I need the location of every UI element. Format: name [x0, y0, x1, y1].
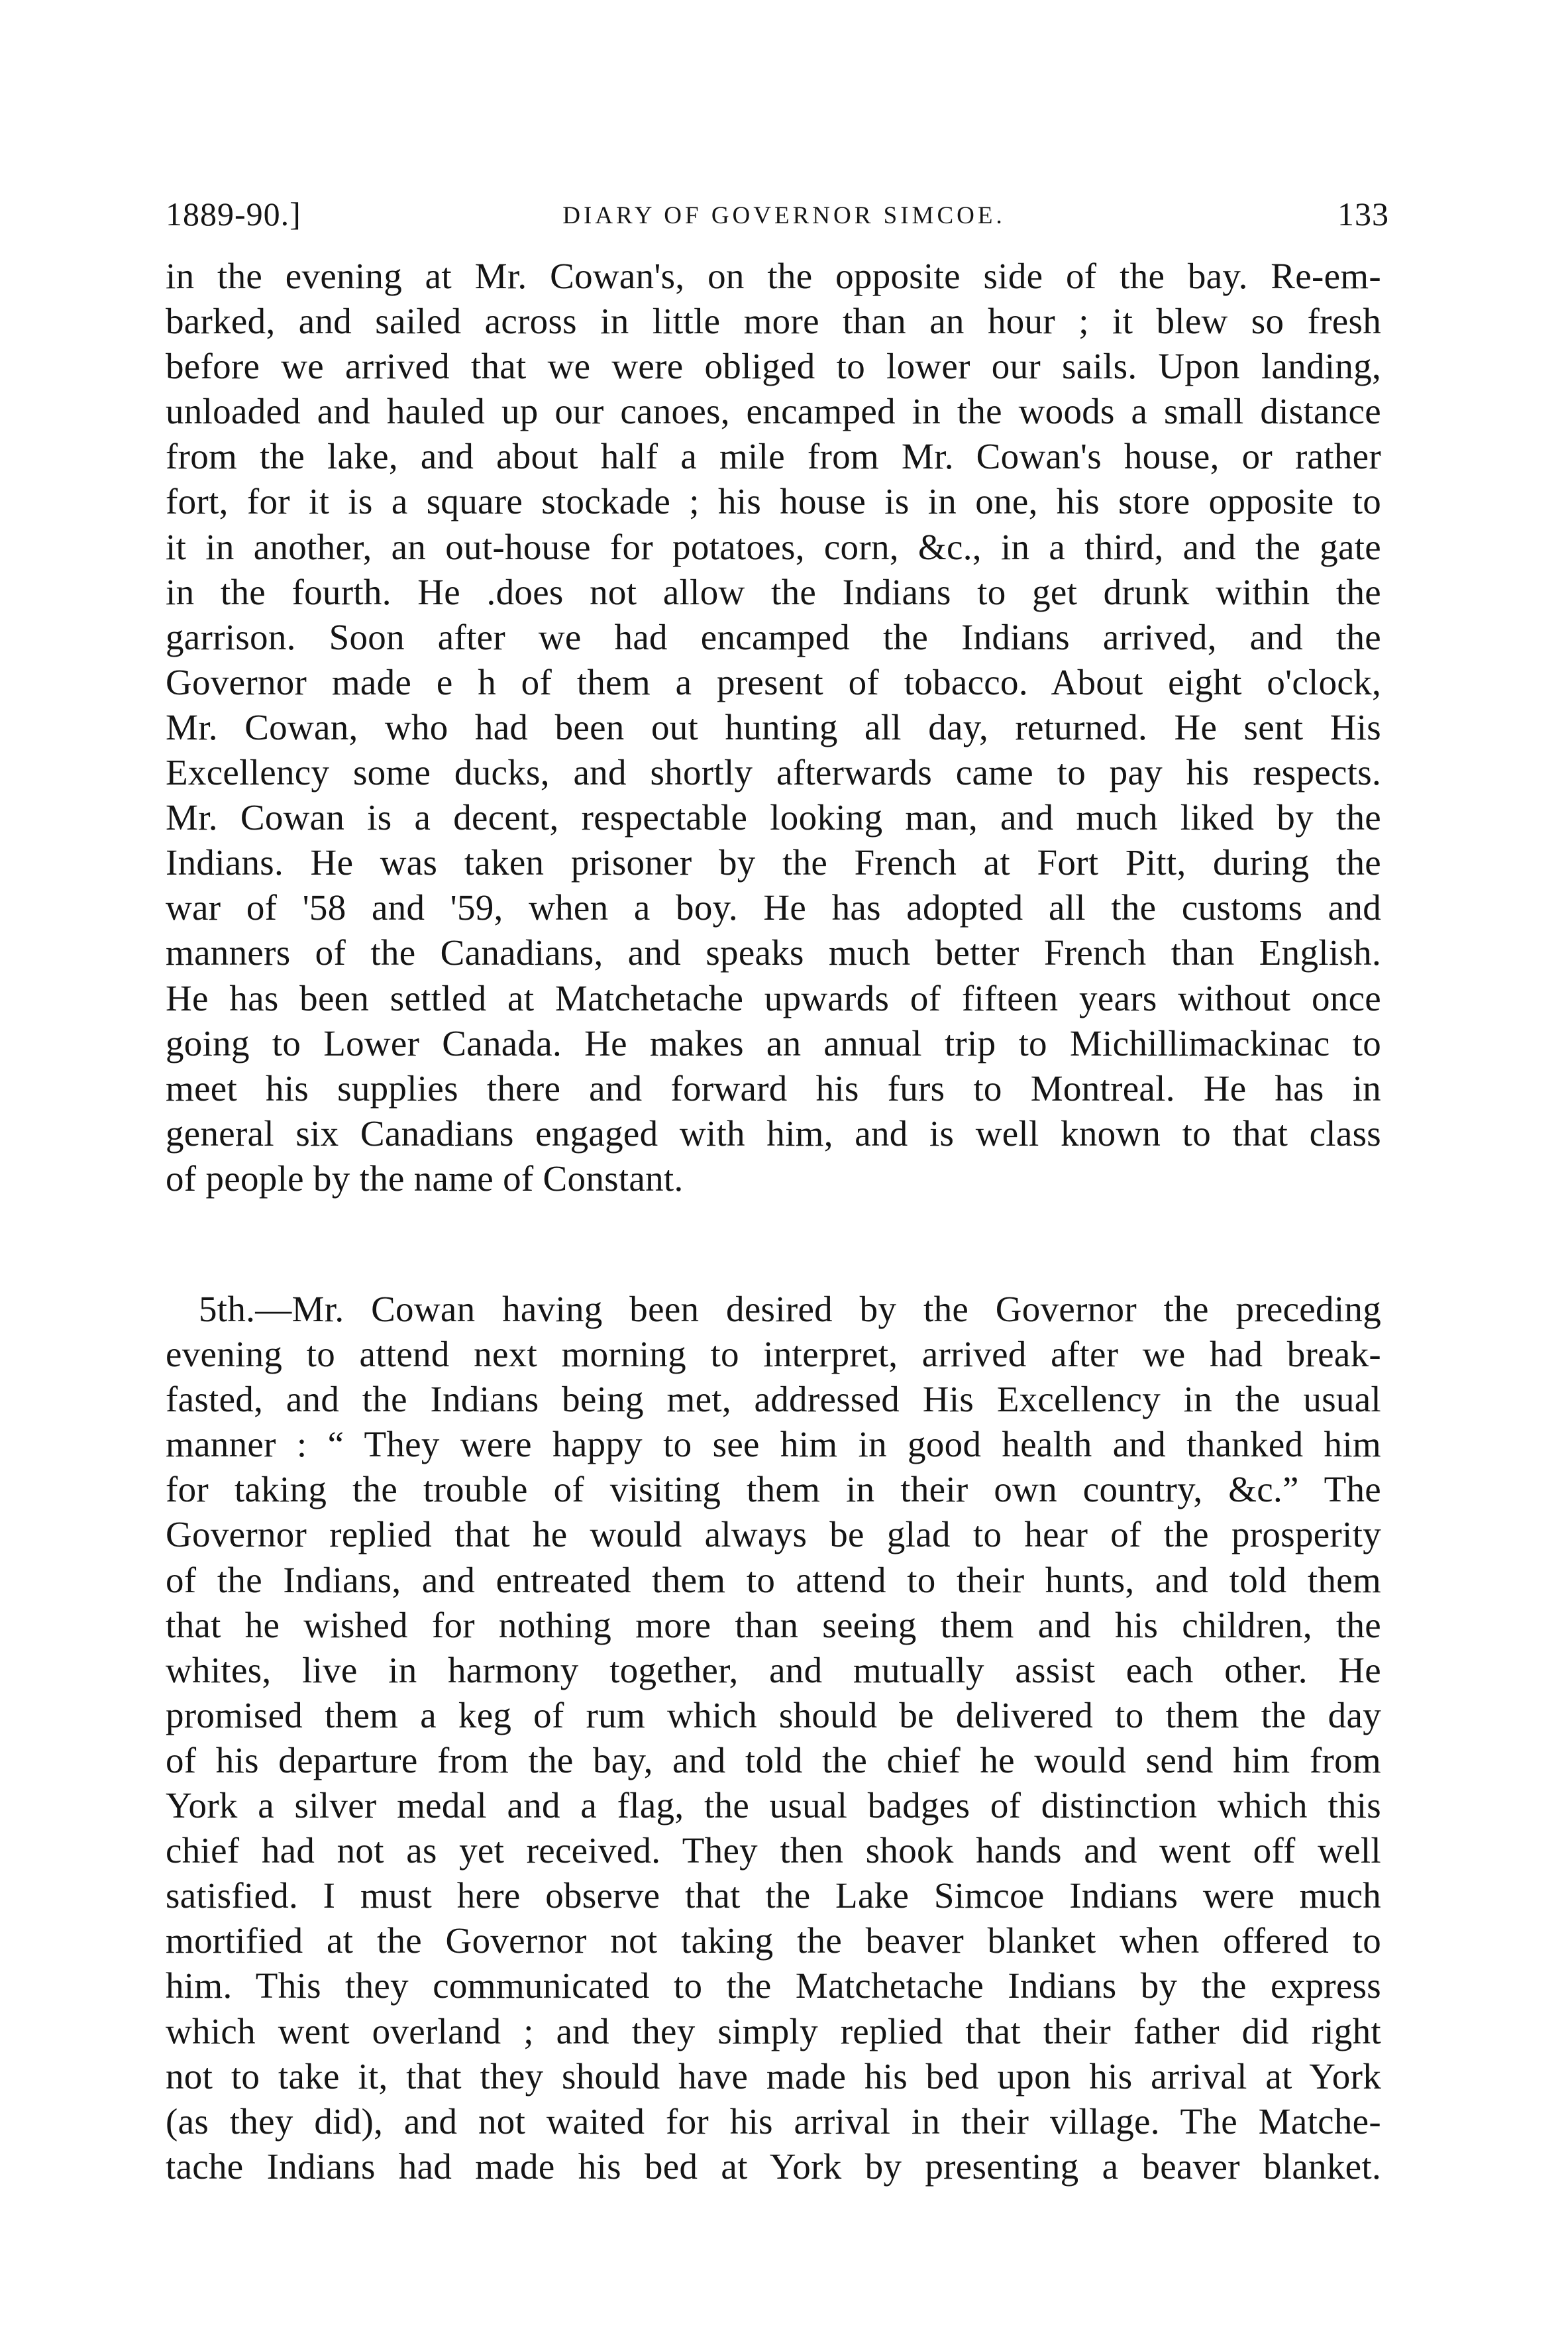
text-line: manners of the Canadians, and speaks much better French than English. [166, 932, 1381, 973]
text-line: which went overland ; and they simply replied that their father did right [166, 2010, 1381, 2051]
text-line: manner : “ They were happy to see him in good health and thanked him [166, 1424, 1381, 1465]
text-line: of people by the name of Constant. [166, 1158, 684, 1199]
text-line: Indians. He was taken prisoner by the French at Fort Pitt, during the [166, 842, 1381, 883]
text-line: 5th.—Mr. Cowan having been desired by the Governor the preceding [199, 1289, 1381, 1329]
text-line: general six Canadians engaged with him, and is well known to that class [166, 1113, 1381, 1154]
text-line: promised them a keg of rum which should be delivered to them the day [166, 1694, 1381, 1735]
text-line: in the fourth. He .does not allow the Indians to get drunk within the [166, 571, 1381, 612]
volume-year: 1889-90.] [166, 195, 301, 233]
text-line: mortified at the Governor not taking the beaver blanket when offered to [166, 1920, 1381, 1961]
paragraph-cowan-visit [166, 254, 1381, 1201]
text-line: chief had not as yet received. They then shook hands and went off well [166, 1830, 1381, 1871]
text-line: war of '58 and '59, when a boy. He has adopted all the customs and [166, 887, 1381, 928]
text-line: for taking the trouble of visiting them in their own country, &c.” The [166, 1469, 1381, 1510]
text-line: meet his supplies there and forward his furs to Montreal. He has in [166, 1067, 1381, 1109]
page-number: 133 [1337, 195, 1389, 233]
text-line: going to Lower Canada. He makes an annual trip to Michillimackinac to [166, 1022, 1381, 1063]
text-line: Mr. Cowan is a decent, respectable looking man, and much liked by the [166, 797, 1381, 838]
text-line: (as they did), and not waited for his arrival in their village. The Matche- [166, 2100, 1381, 2142]
text-line: barked, and sailed across in little more than an hour ; it blew so fresh [166, 301, 1381, 342]
text-line: Excellency some ducks, and shortly afterwards came to pay his respects. [166, 752, 1381, 793]
text-line: it in another, an out-house for potatoes, corn, &c., in a third, and the gate [166, 526, 1381, 567]
text-line: York a silver medal and a flag, the usual badges of distinction which this [166, 1785, 1381, 1826]
text-line: not to take it, that they should have made his bed upon his arrival at York [166, 2055, 1381, 2096]
text-line: fasted, and the Indians being met, addressed His Excellency in the usual [166, 1379, 1381, 1420]
text-line: Governor made e h of them a present of tobacco. About eight o'clock, [166, 661, 1381, 702]
text-line: before we arrived that we were obliged to lower our sails. Upon landing, [166, 346, 1381, 387]
text-line: that he wished for nothing more than seeing them and his children, the [166, 1604, 1381, 1645]
running-head [166, 195, 1389, 241]
text-line: Governor replied that he would always be glad to hear of the prosperity [166, 1514, 1381, 1555]
text-line: of the Indians, and entreated them to attend to their hunts, and told them [166, 1559, 1381, 1600]
text-line: satisfied. I must here observe that the Lake Simcoe Indians were much [166, 1875, 1381, 1916]
paragraph-fifth-day [166, 1287, 1381, 2189]
text-line: fort, for it is a square stockade ; his house is in one, his store opposite to [166, 481, 1381, 522]
text-line: from the lake, and about half a mile from Mr. Cowan's house, or rather [166, 436, 1381, 477]
text-line: unloaded and hauled up our canoes, encamped in the woods a small distance [166, 391, 1381, 432]
text-line: evening to attend next morning to interpret, arrived after we had break- [166, 1334, 1381, 1375]
text-line: Mr. Cowan, who had been out hunting all day, returned. He sent His [166, 706, 1381, 747]
text-line: whites, live in harmony together, and mutually assist each other. He [166, 1649, 1381, 1690]
text-line: tache Indians had made his bed at York by presenting a beaver blanket. [166, 2146, 1381, 2187]
text-line: in the evening at Mr. Cowan's, on the opposite side of the bay. Re-em- [166, 256, 1381, 296]
text-line: garrison. Soon after we had encamped the Indians arrived, and the [166, 616, 1381, 657]
text-line: He has been settled at Matchetache upwards of fifteen years without once [166, 977, 1381, 1018]
text-line: of his departure from the bay, and told the chief he would send him from [166, 1739, 1381, 1780]
running-title: DIARY OF GOVERNOR SIMCOE. [562, 202, 1006, 229]
text-line: him. This they communicated to the Matchetache Indians by the express [166, 1965, 1381, 2006]
